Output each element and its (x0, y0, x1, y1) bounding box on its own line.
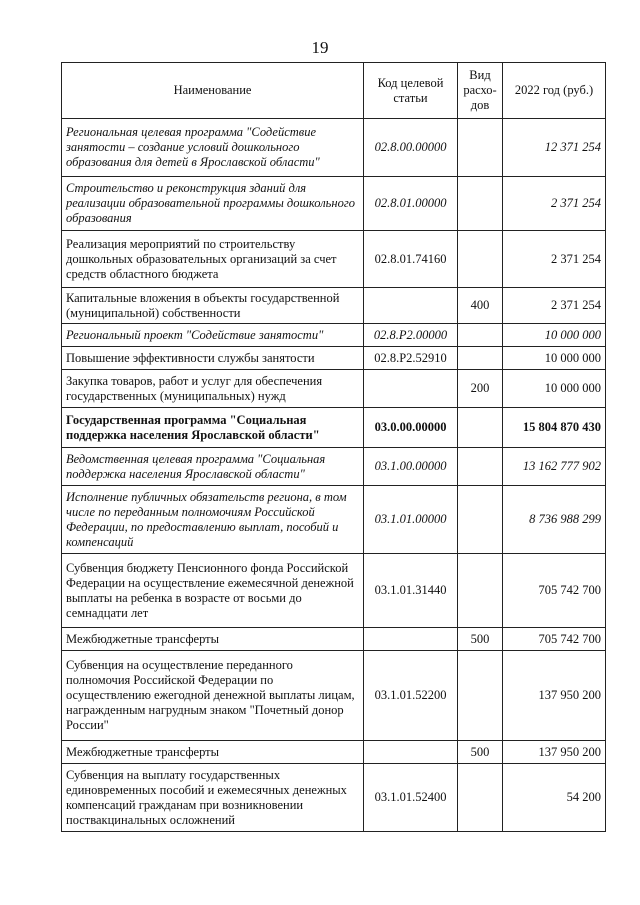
table-row (62, 119, 606, 177)
cell-code: 03.1.01.00000 (364, 486, 458, 554)
table-row (62, 448, 606, 486)
cell-name: Строительство и реконструкция зданий для реализации образовательной программы дошкольного образования (62, 177, 364, 231)
cell-code (364, 741, 458, 764)
cell-name: Региональный проект "Содействие занятости" (62, 324, 364, 347)
table-row (62, 764, 606, 832)
cell-amount: 2 371 254 (503, 177, 606, 231)
cell-type (458, 486, 503, 554)
cell-type (458, 231, 503, 288)
cell-amount: 15 804 870 430 (503, 408, 606, 448)
cell-type (458, 764, 503, 832)
cell-name: Исполнение публичных обязательств региона, в том числе по переданным полномочиям Российской Федерации, по предоставлению выплат, пособий и компенсаций (62, 486, 364, 554)
cell-name: Капитальные вложения в объекты государственной (муниципальной) собственности (62, 288, 364, 324)
cell-name: Региональная целевая программа "Содействие занятости – создание условий дошкольного образования для детей в Ярославской области" (62, 119, 364, 177)
cell-type (458, 177, 503, 231)
cell-type: 200 (458, 370, 503, 408)
cell-type (458, 554, 503, 628)
table-row (62, 741, 606, 764)
budget-table (61, 62, 606, 832)
table-row (62, 486, 606, 554)
cell-amount: 8 736 988 299 (503, 486, 606, 554)
cell-code: 02.8.P2.00000 (364, 324, 458, 347)
cell-type: 500 (458, 628, 503, 651)
cell-amount: 54 200 (503, 764, 606, 832)
cell-amount: 137 950 200 (503, 741, 606, 764)
cell-code (364, 370, 458, 408)
table-row (62, 370, 606, 408)
cell-amount: 12 371 254 (503, 119, 606, 177)
cell-name: Субвенция бюджету Пенсионного фонда Российской Федерации на осуществление ежемесячной денежной выплаты на ребенка в возрасте от восьми до семнадцати лет (62, 554, 364, 628)
table-row (62, 554, 606, 628)
table-header-row (62, 63, 606, 119)
cell-type: 400 (458, 288, 503, 324)
cell-amount: 137 950 200 (503, 651, 606, 741)
table-row (62, 408, 606, 448)
cell-amount: 10 000 000 (503, 347, 606, 370)
cell-type (458, 408, 503, 448)
cell-type (458, 324, 503, 347)
table-row (62, 288, 606, 324)
cell-amount: 705 742 700 (503, 628, 606, 651)
table-row (62, 628, 606, 651)
cell-code: 03.1.01.52200 (364, 651, 458, 741)
cell-name: Субвенция на осуществление переданного полномочия Российской Федерации по осуществлению ежегодной денежной выплаты лицам, награжденным нагрудным знаком "Почетный донор России" (62, 651, 364, 741)
cell-type (458, 651, 503, 741)
cell-code (364, 288, 458, 324)
table-row (62, 324, 606, 347)
cell-code: 03.1.01.31440 (364, 554, 458, 628)
cell-amount: 2 371 254 (503, 231, 606, 288)
header-name: Наименование (62, 63, 364, 119)
cell-amount: 10 000 000 (503, 324, 606, 347)
cell-name: Межбюджетные трансферты (62, 628, 364, 651)
cell-name: Повышение эффективности службы занятости (62, 347, 364, 370)
cell-code: 02.8.P2.52910 (364, 347, 458, 370)
cell-amount: 2 371 254 (503, 288, 606, 324)
cell-code: 02.8.01.74160 (364, 231, 458, 288)
cell-name: Государственная программа "Социальная поддержка населения Ярославской области" (62, 408, 364, 448)
table-row (62, 177, 606, 231)
cell-name: Закупка товаров, работ и услуг для обеспечения государственных (муниципальных) нужд (62, 370, 364, 408)
cell-type (458, 448, 503, 486)
header-type: Вид расхо-дов (458, 63, 503, 119)
cell-amount: 10 000 000 (503, 370, 606, 408)
cell-code: 02.8.01.00000 (364, 177, 458, 231)
cell-code: 03.1.01.52400 (364, 764, 458, 832)
cell-name: Субвенция на выплату государственных единовременных пособий и ежемесячных денежных компенсаций гражданам при возникновении поствакцинальных осложнений (62, 764, 364, 832)
cell-amount: 705 742 700 (503, 554, 606, 628)
table-row (62, 651, 606, 741)
cell-type (458, 347, 503, 370)
cell-amount: 13 162 777 902 (503, 448, 606, 486)
cell-type: 500 (458, 741, 503, 764)
cell-code (364, 628, 458, 651)
cell-code: 02.8.00.00000 (364, 119, 458, 177)
cell-name: Межбюджетные трансферты (62, 741, 364, 764)
header-amount: 2022 год (руб.) (503, 63, 606, 119)
table-body (62, 119, 606, 832)
cell-code: 03.0.00.00000 (364, 408, 458, 448)
cell-name: Ведомственная целевая программа "Социальная поддержка населения Ярославской области" (62, 448, 364, 486)
cell-code: 03.1.00.00000 (364, 448, 458, 486)
table-row (62, 347, 606, 370)
page-number: 19 (311, 38, 329, 57)
cell-type (458, 119, 503, 177)
table-row (62, 231, 606, 288)
header-code: Код целевой статьи (364, 63, 458, 119)
cell-name: Реализация мероприятий по строительству дошкольных образовательных организаций за счет средств областного бюджета (62, 231, 364, 288)
